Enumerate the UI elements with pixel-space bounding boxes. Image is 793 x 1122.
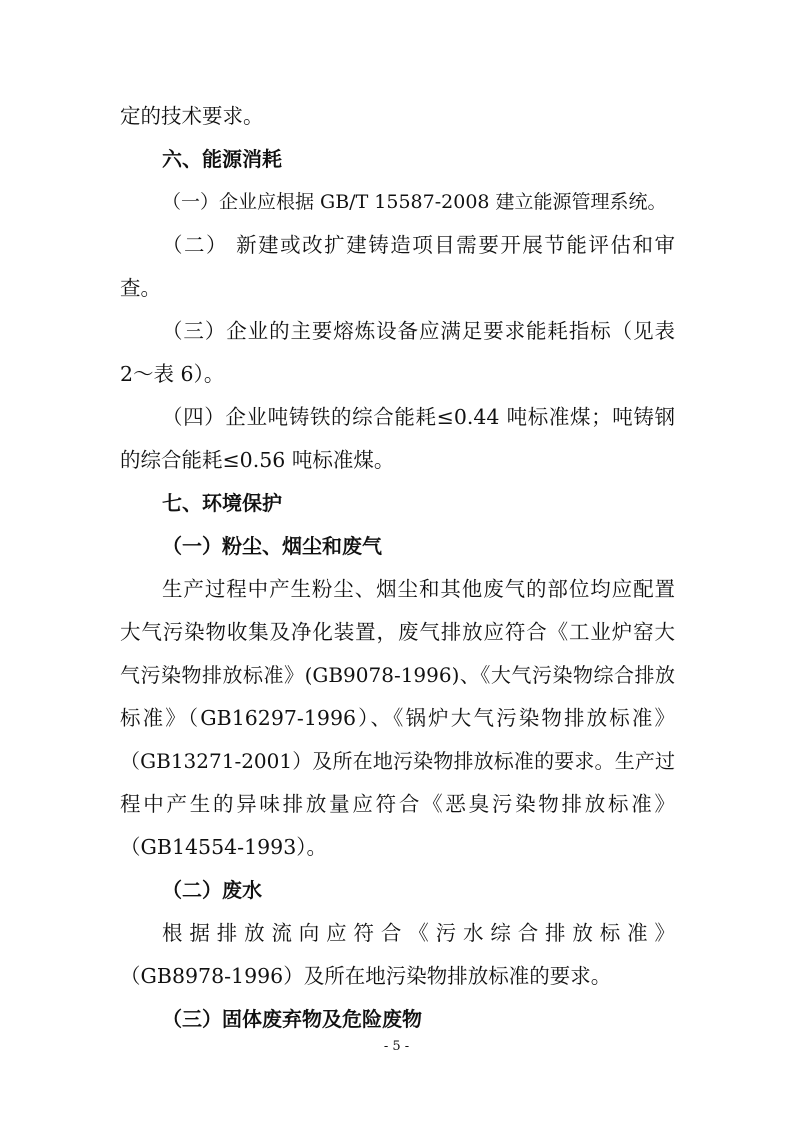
section-heading: 六、能源消耗 — [162, 147, 282, 171]
subsection-heading: （三）固体废弃物及危险废物 — [162, 1007, 422, 1031]
subsection-heading: （二）废水 — [162, 878, 262, 902]
paragraph-line: 标准》（GB16297-1996）、《锅炉大气污染物排放标准》 — [120, 706, 675, 730]
paragraph-line: 根据排放流向应符合《污水综合排放标准》 — [162, 921, 675, 945]
paragraph-line: （GB14554-1993）。 — [120, 835, 328, 859]
paragraph-line: （四）企业吨铸铁的综合能耗≤0.44 吨标准煤；吨铸钢 — [162, 405, 675, 429]
paragraph-line: 的综合能耗≤0.56 吨标准煤。 — [120, 448, 395, 472]
paragraph-line: 程中产生的异味排放量应符合《恶臭污染物排放标准》 — [120, 792, 675, 816]
paragraph-line: （一）企业应根据 GB/T 15587-2008 建立能源管理系统。 — [162, 191, 667, 213]
paragraph-line: （三）企业的主要熔炼设备应满足要求能耗指标（见表 — [162, 319, 675, 343]
paragraph-line: （GB13271-2001）及所在地污染物排放标准的要求。生产过 — [120, 749, 675, 773]
paragraph-line: 气污染物排放标准》(GB9078-1996)、《大气污染物综合排放 — [120, 663, 675, 687]
paragraph-line: 查。 — [120, 276, 161, 300]
subsection-heading: （一）粉尘、烟尘和废气 — [162, 534, 382, 558]
paragraph-line: 2～表 6）。 — [120, 362, 225, 386]
section-heading: 七、环境保护 — [162, 491, 282, 515]
paragraph-line: 定的技术要求。 — [120, 104, 264, 128]
paragraph-line: 大气污染物收集及净化装置，废气排放应符合《工业炉窑大 — [120, 620, 675, 644]
paragraph-line: （二） 新建或改扩建铸造项目需要开展节能评估和审 — [162, 233, 675, 257]
paragraph-line: 生产过程中产生粉尘、烟尘和其他废气的部位均应配置 — [162, 577, 675, 601]
page-number: - 5 - — [383, 1039, 410, 1054]
paragraph-line: （GB8978-1996）及所在地污染物排放标准的要求。 — [120, 964, 612, 988]
